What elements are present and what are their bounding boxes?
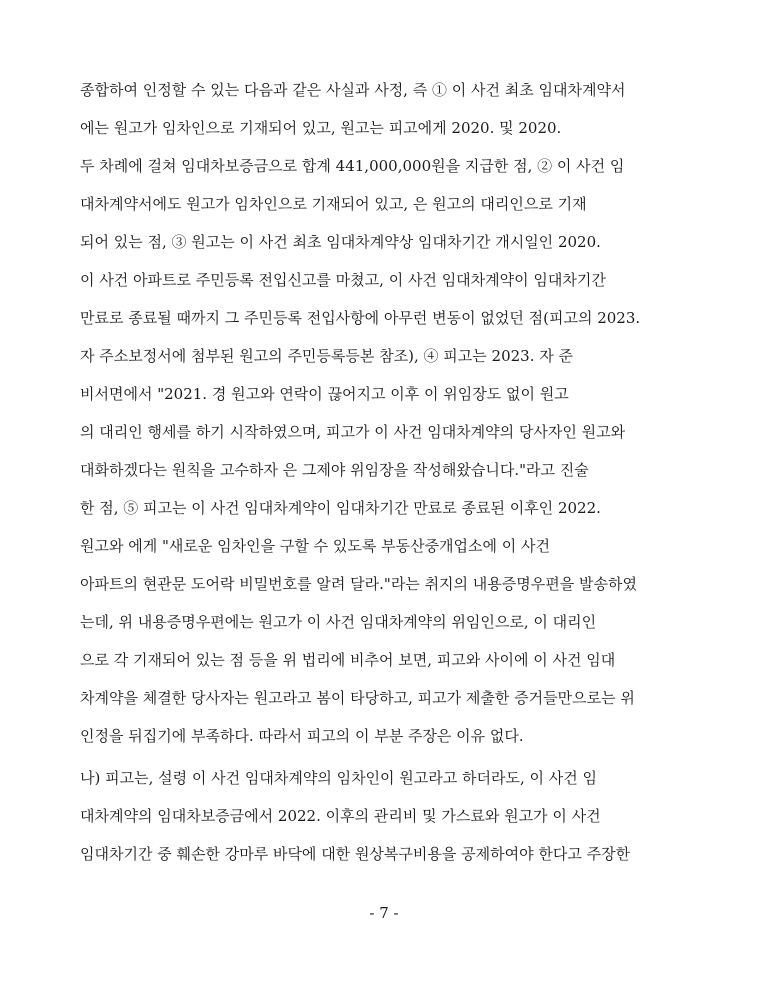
text-line-7: 만료로 종료될 때까지 그 주민등록 전입사항에 아무런 변동이 없었던 점(피고의 2023.	[80, 309, 641, 327]
text-line-9: 비서면에서 "2021. 경 원고와 연락이 끊어지고 이후 이 위임장도 없이 원고	[80, 385, 569, 403]
text-line-4: 대차계약서에도 원고가 임차인으로 기재되어 있고, 은 원고의 대리인으로 기재	[80, 195, 587, 213]
text-line-10: 의 대리인 행세를 하기 시작하였으며, 피고가 이 사건 임대차계약의 당사자인 원고와	[80, 423, 626, 441]
text-line-1: 종합하여 인정할 수 있는 다음과 같은 사실과 사정, 즉 ① 이 사건 최초 임대차계약서	[80, 81, 626, 99]
text-line-11: 대화하겠다는 원칙을 고수하자 은 그제야 위임장을 작성해왔습니다."라고 진술	[80, 461, 589, 479]
text-line-2: 에는 원고가 임차인으로 기재되어 있고, 원고는 피고에게 2020. 및 2020.	[80, 119, 562, 137]
text-line-20: 대차계약의 임대차보증금에서 2022. 이후의 관리비 및 가스료와 원고가 이 사건	[80, 807, 601, 825]
text-line-16: 으로 각 기재되어 있는 점 등을 위 법리에 비추어 보면, 피고와 사이에 이 사건 임대	[80, 651, 616, 669]
text-line-14: 아파트의 현관문 도어락 비밀번호를 알려 달라."라는 취지의 내용증명우편을 발송하였	[80, 575, 637, 593]
page-number: - 7 -	[369, 904, 399, 922]
text-line-3: 두 차례에 걸쳐 임대차보증금으로 합계 441,000,000원을 지급한 점, ② 이 사건 임	[80, 157, 625, 175]
text-line-13: 원고와 에게 "새로운 임차인을 구할 수 있도록 부동산중개업소에 이 사건	[80, 537, 551, 555]
text-line-8: 자 주소보정서에 첨부된 원고의 주민등록등본 참조), ④ 피고는 2023. 자 준	[80, 347, 573, 365]
text-line-15: 는데, 위 내용증명우편에는 원고가 이 사건 임대차계약의 위임인으로, 이 대리인	[80, 613, 597, 631]
text-line-21: 임대차기간 중 훼손한 강마루 바닥에 대한 원상복구비용을 공제하여야 한다고 주장한	[80, 845, 631, 863]
text-line-17: 차계약을 체결한 당사자는 원고라고 봄이 타당하고, 피고가 제출한 증거들만으로는 위	[80, 689, 635, 707]
text-line-18: 인정을 뒤집기에 부족하다. 따라서 피고의 이 부분 주장은 이유 없다.	[80, 727, 524, 745]
text-line-12: 한 점, ⑤ 피고는 이 사건 임대차계약이 임대차기간 만료로 종료된 이후인 2022.	[80, 499, 601, 517]
text-line-6: 이 사건 아파트로 주민등록 전입신고를 마쳤고, 이 사건 임대차계약이 임대차기간	[80, 271, 606, 289]
text-line-19: 나) 피고는, 설령 이 사건 임대차계약의 임차인이 원고라고 하더라도, 이 사건 임	[80, 769, 598, 787]
text-line-5: 되어 있는 점, ③ 원고는 이 사건 최초 임대차계약상 임대차기간 개시일인 2020.	[80, 233, 601, 251]
